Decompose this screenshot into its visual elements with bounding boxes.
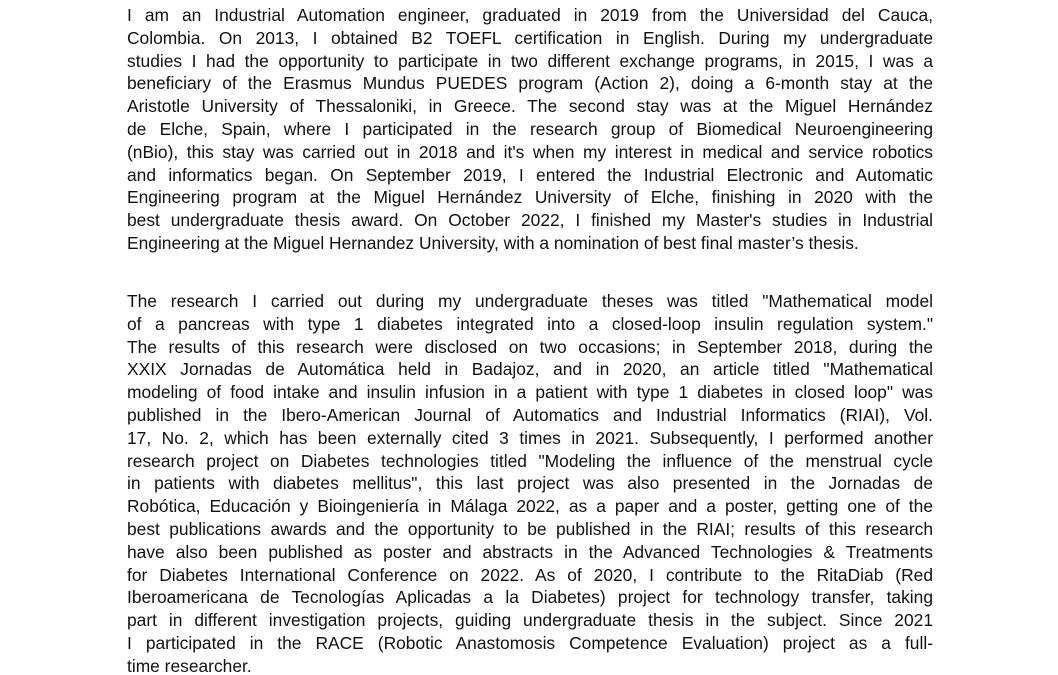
text-line: I participated in the RACE (Robotic Anastomosis Competence Evaluation) project as a full- [127, 632, 933, 653]
text-line: Colombia. On 2013, I obtained B2 TOEFL certification in English. During my undergraduate [127, 27, 933, 48]
text-line: best publications awards and the opportunity to be published in the RIAI; results of this research [127, 518, 933, 539]
text-line: studies I had the opportunity to participate in two different exchange programs, in 2015, I was a [127, 50, 933, 71]
paragraph-research [127, 290, 933, 675]
text-line: modeling of food intake and insulin infusion in a patient with type 1 diabetes in closed loop" was [127, 382, 933, 403]
text-line: XXIX Jornadas de Automática held in Badajoz, and in 2020, an article titled "Mathematical [127, 359, 933, 380]
text-line: have also been published as poster and abstracts in the Advanced Technologies & Treatments [127, 541, 933, 562]
text-line: Aristotle University of Thessaloniki, in Greece. The second stay was at the Miguel Hernández [127, 96, 933, 117]
text-line: (nBio), this stay was carried out in 2018 and it's when my interest in medical and service robotics [127, 141, 933, 162]
text-line: best undergraduate thesis award. On October 2022, I finished my Master's studies in Industrial [127, 210, 933, 231]
text-line: The results of this research were disclosed on two occasions; in September 2018, during the [127, 336, 933, 357]
text-line: I am an Industrial Automation engineer, graduated in 2019 from the Universidad del Cauca, [127, 5, 933, 25]
text-line: The research I carried out during my undergraduate theses was titled "Mathematical model [127, 291, 933, 311]
text-line: research project on Diabetes technologies titled "Modeling the influence of the menstrual cycle [127, 450, 933, 471]
text-line: de Elche, Spain, where I participated in the research group of Biomedical Neuroengineering [127, 118, 933, 139]
paragraph-biography [127, 4, 933, 255]
text-line: published in the Ibero-American Journal of Automatics and Industrial Informatics (RIAI), Vol. [127, 404, 933, 425]
text-line: time researcher. [127, 655, 252, 675]
text-line: Engineering program at the Miguel Hernández University of Elche, finishing in 2020 with the [127, 187, 933, 208]
text-line: beneficiary of the Erasmus Mundus PUEDES program (Action 2), doing a 6-month stay at the [127, 73, 933, 94]
text-line: and informatics began. On September 2019, I entered the Industrial Electronic and Automatic [127, 164, 933, 185]
text-line: in patients with diabetes mellitus", this last project was also presented in the Jornadas de [127, 473, 933, 494]
text-line: Engineering at the Miguel Hernandez University, with a nomination of best final master’s thesis. [127, 232, 859, 253]
text-line: of a pancreas with type 1 diabetes integrated into a closed-loop insulin regulation system." [127, 313, 933, 334]
text-line: part in different investigation projects, guiding undergraduate thesis in the subject. Since 2021 [127, 610, 933, 631]
text-line: 17, No. 2, which has been externally cited 3 times in 2021. Subsequently, I performed another [127, 427, 933, 448]
text-line: Iberoamericana de Tecnologías Aplicadas a la Diabetes) project for technology transfer, taking [127, 587, 933, 608]
text-line: for Diabetes International Conference on 2022. As of 2020, I contribute to the RitaDiab (Red [127, 564, 933, 585]
text-line: Robótica, Educación y Bioingeniería in Málaga 2022, as a paper and a poster, getting one of the [127, 496, 933, 517]
